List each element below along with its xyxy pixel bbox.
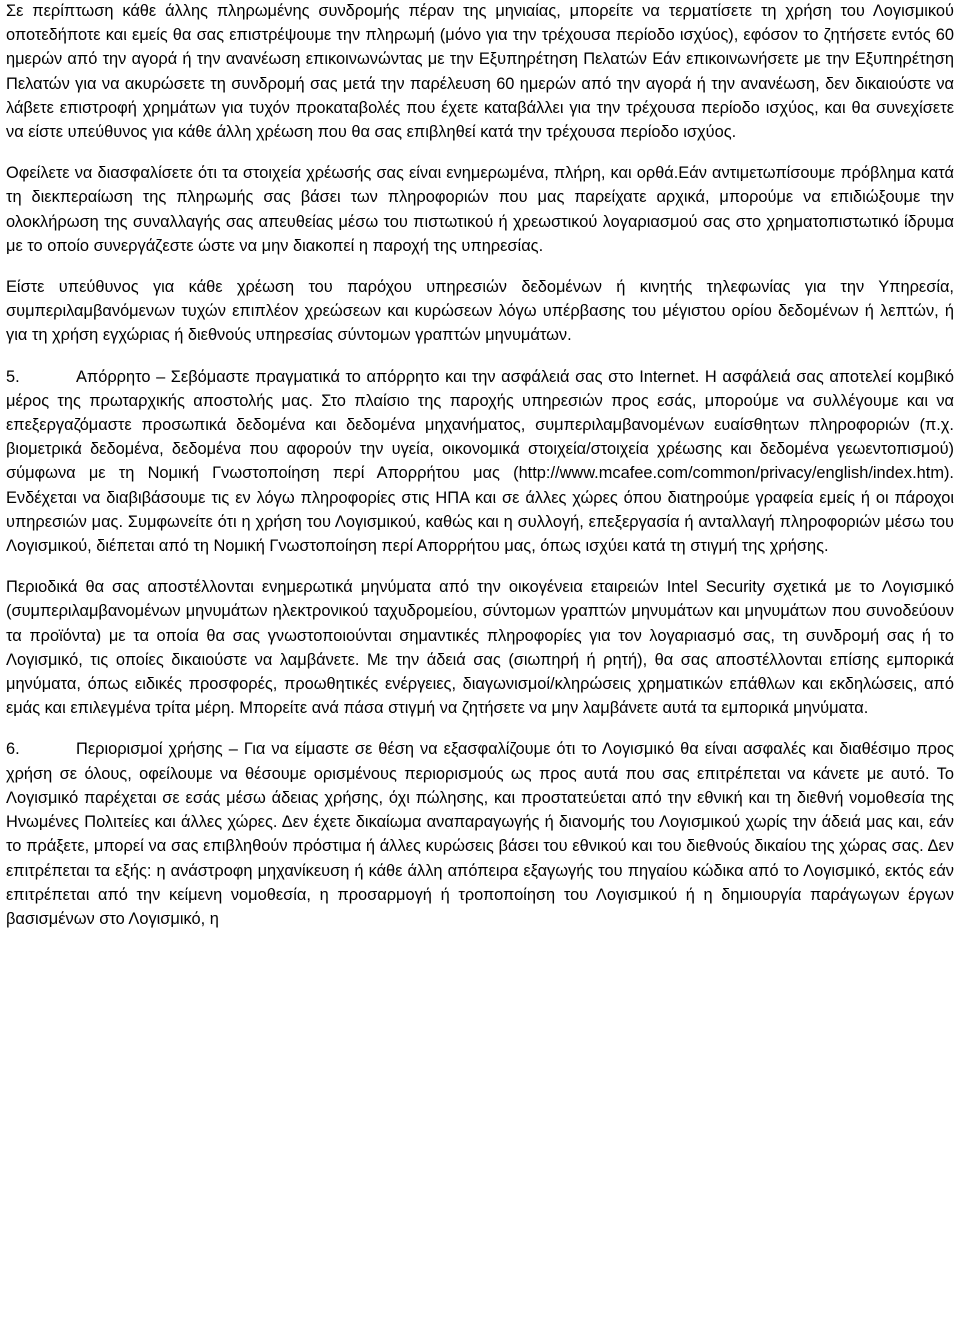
paragraph-gap bbox=[6, 558, 954, 575]
paragraph-text: Περιορισμοί χρήσης – Για να είμαστε σε θέση να εξασφαλίζουμε ότι το Λογισμικό θα είναι ασφαλές και διαθέσιμο προς χρήση σε όλους, οφείλουμε να θέσουμε ορισμένους περιορισμούς ως προς αυτά που σας επιτρέπεται να κάνετε με αυτό. Το Λογισμικό παρέχεται σε εσάς μέσω άδειας χρήσης, όχι πώλησης, και προστατεύεται από την εθνική και τη διεθνή νομοθεσία της Ηνωμένες Πολιτείες και άλλες χώρες. Δεν έχετε δικαίωμα αναπαραγωγής ή διανομής του Λογισμικού χωρίς την άδειά μας και, εάν το πράξετε, μπορεί να σας επιβληθούν πρόστιμα ή άλλες κυρώσεις βάσει του εθνικού και του διεθνούς δικαίου της χώρας σας. Δεν επιτρέπεται τα εξής: η ανάστροφη μηχανίκευση ή κάθε άλλη απόπειρα εξαγωγής του πηγαίου κώδικα από το Λογισμικό, εκτός εάν επιτρέπεται από την κείμενη νομοθεσία, η προσαρμογή ή τροποποίηση του Λογισμικού ή η δημιουργία παράγωγων έργων βασισμένων στο Λογισμικό, η bbox=[6, 740, 954, 928]
paragraph-subscription-refund bbox=[6, 0, 954, 144]
paragraph-text: Απόρρητο – Σεβόμαστε πραγματικά το απόρρητο και την ασφάλειά σας στο Internet. Η ασφάλειά σας αποτελεί κομβικό μέρος της πρωταρχικής αποστολής μας. Στο πλαίσιο της παροχής υπηρεσιών προς εσάς, μπορούμε να συλλέγουμε και να επεξεργαζόμαστε προσωπικά δεδομένα και δεδομένα μηχανήματος, συμπεριλαμβανομένων ευαίσθητων πληροφοριών (π.χ. βιομετρικά δεδομένα, δεδομένα που αφορούν την υγεία, οικονομικά στοιχεία/στοιχεία χρέωσης και δεδομένα γεωεντοπισμού) σύμφωνα με τη Νομική Γνωστοποίηση περί Απορρήτου μας (http://www.mcafee.com/common/privacy/english/index.htm). Ενδέχεται να διαβιβάσουμε τις εν λόγω πληροφορίες στις ΗΠΑ και σε άλλες χώρες όπου διατηρούμε γραφεία εμείς ή οι πάροχοι υπηρεσιών μας. Συμφωνείτε ότι η χρήση του Λογισμικού, καθώς και η συλλογή, επεξεργασία ή ανταλλαγή πληροφοριών μέσω του Λογισμικού, διέπεται από τη Νομική Γνωστοποίηση περί Απορρήτου μας, όπως ισχύει κατά τη στιγμή της χρήσης. bbox=[6, 367, 954, 556]
paragraph-gap bbox=[6, 348, 954, 365]
paragraph-text: Οφείλετε να διασφαλίσετε ότι τα στοιχεία χρέωσής σας είναι ενημερωμένα, πλήρη, και ορθά.Εάν αντιμετωπίσουμε πρόβλημα κατά τη διεκπεραίωση της πληρωμής σας βάσει των πληροφοριών που μας παρείχατε αρχικά, μπορούμε να επιδιώξουμε την ολοκλήρωση της συναλλαγής σας απευθείας μέσω του πιστωτικού ή χρεωστικού λογαριασμού σας στο χρηματοπιστωτικό ίδρυμα με το οποίο συνεργάζεστε ώστε να μην διακοπεί η παροχή της υπηρεσίας. bbox=[6, 164, 954, 255]
paragraph-gap bbox=[6, 144, 954, 161]
paragraph-text: Είστε υπεύθυνος για κάθε χρέωση του παρόχου υπηρεσιών δεδομένων ή κινητής τηλεφωνίας για την Υπηρεσία, συμπεριλαμβανόμενων τυχών επιπλέον χρεώσεων και κυρώσεων λόγω υπέρβασης του μέγιστου ορίου δεδομένων ή λεπτών, ή για τη χρήση εγχώριας ή διεθνούς υπηρεσίας σύντομων γραπτών μηνυμάτων. bbox=[6, 278, 954, 345]
paragraph-billing-details bbox=[6, 161, 954, 258]
paragraph-notifications bbox=[6, 575, 954, 720]
section-number: 5. bbox=[6, 367, 20, 386]
section-number: 6. bbox=[6, 740, 20, 759]
paragraph-gap bbox=[6, 720, 954, 737]
paragraph-carrier-charges bbox=[6, 275, 954, 348]
paragraph-text: Περιοδικά θα σας αποστέλλονται ενημερωτικά μηνύματα από την οικογένεια εταιρειών Intel Security σχετικά με το Λογισμικό (συμπεριλαμβανομένων μηνυμάτων ηλεκτρονικού ταχυδρομείου, σύντομων γραπτών μηνυμάτων και μηνυμάτων που συνοδεύουν τα προϊόντα) με τα οποία θα σας γνωστοποιούνται σημαντικές πληροφορίες για τον λογαριασμό σας, τη συνδρομή σας ή το Λογισμικό, τις οποίες δικαιούστε να λαμβάνετε. Με την άδειά σας (σιωπηρή ή ρητή), θα σας αποστέλλονται επίσης εμπορικά μηνύματα, όπως ειδικές προσφορές, προωθητικές ενέργειες, διαγωνισμοί/κληρώσεις χρηματικών επάθλων και εκδηλώσεις, από εμάς και επιλεγμένα τρίτα μέρη. Μπορείτε ανά πάσα στιγμή να ζητήσετε να μην λαμβάνετε αυτά τα εμπορικά μηνύματα. bbox=[6, 578, 954, 718]
paragraph-text: Σε περίπτωση κάθε άλλης πληρωμένης συνδρομής πέραν της μηνιαίας, μπορείτε να τερματίσετε τη χρήση του Λογισμικού οποτεδήποτε και εμείς θα σας επιστρέψουμε την πληρωμή (μόνο για την τρέχουσα περίοδο ισχύος), εφόσον το ζητήσετε εντός 60 ημερών από την αγορά ή την ανανέωση επικοινωνώντας με την Εξυπηρέτηση Πελατών Εάν επικοινωνήσετε με την Εξυπηρέτηση Πελατών για να ακυρώσετε τη συνδρομή σας μετά την παρέλευση 60 ημερών από την αγορά ή την ανανέωση, δεν δικαιούστε να λάβετε επιστροφή χρημάτων για τυχόν προκαταβολές που έχετε καταβάλλει για την τρέχουσα περίοδο ισχύος, και θα συνεχίσετε να είστε υπεύθυνος για κάθε άλλη χρέωση που θα σας επιβληθεί κατά την τρέχουσα περίοδο ισχύος. bbox=[6, 2, 954, 142]
paragraph-gap bbox=[6, 258, 954, 275]
section-privacy bbox=[6, 365, 954, 559]
section-usage-restrictions bbox=[6, 737, 954, 931]
